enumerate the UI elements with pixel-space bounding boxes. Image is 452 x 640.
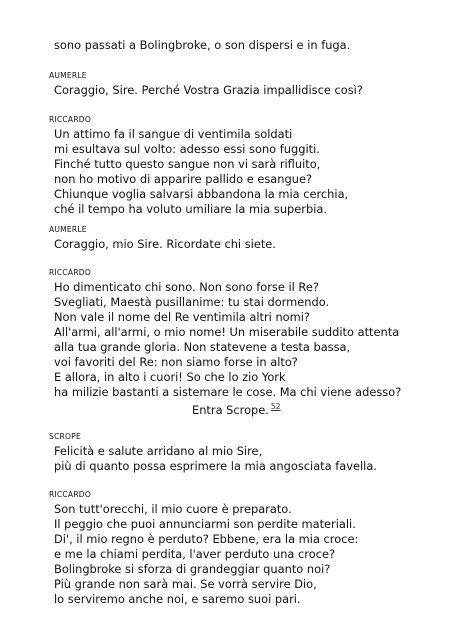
verse-line: Felicità e salute arridano al mio Sire,	[54, 444, 263, 458]
verse-line: sono passati a Bolingbroke, o son dispersi e in fuga.	[54, 38, 351, 52]
speaker-name: AUMERLE	[49, 71, 87, 80]
verse-line: All'armi, all'armi, o mio nome! Un miserabile suddito attenta	[54, 325, 400, 339]
verse-line: e me la chiami perdita, l'aver perduto una croce?	[54, 547, 336, 561]
verse-line: ché il tempo ha voluto umiliare la mia superbia.	[54, 202, 327, 216]
verse-line: Bolingbroke si sforza di grandeggiar quanto noi?	[54, 562, 331, 576]
speaker-name: SCROPE	[49, 432, 81, 441]
verse-line: Finché tutto questo sangue non vi sarà rifluito,	[54, 157, 321, 171]
verse-line: E allora, in alto i cuori! So che lo zio York	[54, 370, 286, 384]
verse-line: Chiunque voglia salvarsi abbandona la mia cerchia,	[54, 187, 349, 201]
verse-line: Più grande non sarà mai. Se vorrà servire Dio,	[54, 577, 317, 591]
speaker-name: RICCARDO	[49, 490, 92, 499]
verse-line: voi favoriti del Re: non siamo forse in alto?	[54, 355, 298, 369]
verse-line: Coraggio, Sire. Perché Vostra Grazia impallidisce così?	[54, 83, 363, 97]
verse-line: alla tua grande gloria. Non statevene a testa bassa,	[54, 340, 351, 354]
verse-line: Coraggio, mio Sire. Ricordate chi siete.	[54, 237, 276, 251]
stage-direction	[192, 400, 280, 417]
speaker-name: RICCARDO	[49, 268, 92, 277]
verse-line: Svegliati, Maestà pusillanime: tu stai dormendo.	[54, 295, 330, 309]
verse-line: non ho motivo di apparire pallido e esangue?	[54, 172, 313, 186]
verse-line: più di quanto possa esprimere la mia angosciata favella.	[54, 459, 377, 473]
speaker-name: AUMERLE	[49, 225, 87, 234]
verse-line: mi esultava sul volto: adesso essi sono fuggiti.	[54, 142, 320, 156]
verse-line: Di', il mio regno è perduto? Ebbene, era la mia croce:	[54, 532, 359, 546]
verse-line: Ho dimenticato chi sono. Non sono forse il Re?	[54, 280, 319, 294]
verse-line: Non vale il nome del Re ventimila altri nomi?	[54, 310, 310, 324]
stage-direction-text: Entra Scrope.	[192, 403, 269, 417]
footnote-link[interactable]: 52	[270, 402, 281, 411]
verse-line: Un attimo fa il sangue di ventimila soldati	[54, 127, 293, 141]
verse-line: Son tutt'orecchi, il mio cuore è preparato.	[54, 502, 292, 516]
verse-line: ha milizie bastanti a sistemare le cose. Ma chi viene adesso?	[54, 385, 402, 399]
speaker-name: RICCARDO	[49, 115, 92, 124]
verse-line: lo serviremo anche noi, e saremo suoi pari.	[54, 592, 301, 606]
verse-line: Il peggio che puoi annunciarmi son perdite materiali.	[54, 517, 356, 531]
